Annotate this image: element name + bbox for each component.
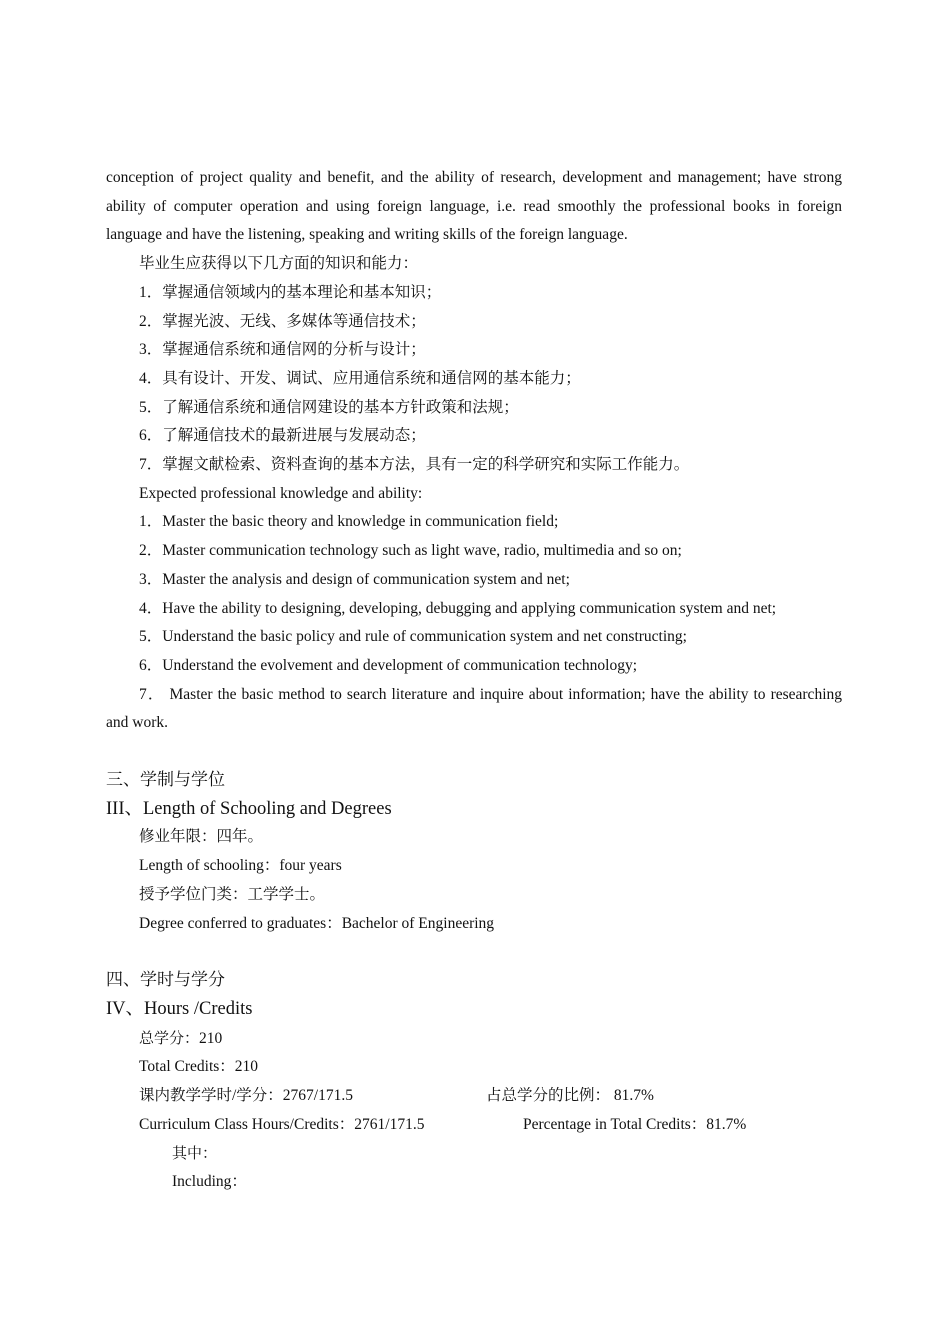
knowledge-item-en-3: 3．Master the analysis and design of communication system and net; — [139, 570, 570, 588]
including-cn: 其中： — [172, 1144, 218, 1163]
section3-heading-en: III、Length of Schooling and Degrees — [106, 798, 392, 819]
knowledge-heading-en: Expected professional knowledge and ability: — [139, 484, 423, 502]
knowledge-heading-cn: 毕业生应获得以下几方面的知识和能力： — [139, 255, 419, 273]
knowledge-item-cn-7: 7．掌握文献检索、资料查询的基本方法，具有一定的科学研究和实际工作能力。 — [139, 456, 690, 474]
knowledge-item-en-7: 7． Master the basic method to search literature and inquire about information; have the ability to researching and work. — [106, 685, 842, 732]
document-page — [106, 164, 842, 1197]
section4-heading-cn: 四、学时与学分 — [106, 970, 225, 991]
section-spacer — [106, 938, 842, 966]
schooling-length-en: Length of schooling：four years — [139, 857, 342, 875]
section4-heading-en: IV、Hours /Credits — [106, 998, 253, 1019]
percentage-en: Percentage in Total Credits：81.7% — [523, 1115, 747, 1133]
total-credits-en: Total Credits：210 — [139, 1058, 259, 1076]
knowledge-item-en-1: 1．Master the basic theory and knowledge in communication field; — [139, 513, 559, 531]
knowledge-item-en-6: 6．Understand the evolvement and development of communication technology; — [139, 656, 638, 674]
knowledge-item-en-5: 5．Understand the basic policy and rule of communication system and net constructing; — [139, 628, 687, 646]
knowledge-item-en-4: 4．Have the ability to designing, developing, debugging and applying communication system and net; — [139, 599, 777, 617]
degree-cn: 授予学位门类：工学学士。 — [139, 885, 326, 903]
including-en: Including： — [172, 1173, 247, 1191]
schooling-length-cn: 修业年限：四年。 — [139, 828, 264, 846]
knowledge-item-cn-6: 6．了解通信技术的最新进展与发展动态； — [139, 427, 426, 445]
knowledge-item-cn-4: 4．具有设计、开发、调试、应用通信系统和通信网的基本能力； — [139, 369, 581, 387]
class-hours-cn: 课内教学学时/学分：2767/171.5 — [139, 1087, 353, 1105]
section3-heading-cn: 三、学制与学位 — [106, 770, 225, 791]
total-credits-cn — [106, 1024, 842, 1054]
knowledge-item-en-2: 2．Master communication technology such as light wave, radio, multimedia and so on; — [139, 542, 682, 560]
degree-en: Degree conferred to graduates：Bachelor of Engineering — [139, 914, 495, 932]
section-spacer — [106, 738, 842, 766]
total-credits-label-cn: 总学分： — [139, 1028, 200, 1047]
knowledge-item-cn-5: 5．了解通信系统和通信网建设的基本方针政策和法规； — [139, 398, 519, 416]
percentage-cn: 占总学分的比例： 81.7% — [486, 1087, 654, 1105]
knowledge-item-cn-2: 2．掌握光波、无线、多媒体等通信技术； — [139, 312, 426, 330]
intro-paragraph-en: conception of project quality and benefit, and the ability of research, development and management; have strong ability of computer operation and using foreign language, i.e. read smoothly the professional books in foreign language and have the listening, speaking and writing skills of the foreign language. — [106, 169, 842, 244]
knowledge-item-cn-1: 1．掌握通信领域内的基本理论和基本知识； — [139, 283, 442, 301]
class-hours-row-en — [106, 1111, 842, 1140]
class-hours-en: Curriculum Class Hours/Credits：2761/171.5 — [139, 1115, 425, 1133]
class-hours-row-cn — [106, 1082, 842, 1111]
knowledge-item-cn-3: 3．掌握通信系统和通信网的分析与设计； — [139, 341, 426, 359]
total-credits-value-cn: 210 — [199, 1029, 223, 1047]
